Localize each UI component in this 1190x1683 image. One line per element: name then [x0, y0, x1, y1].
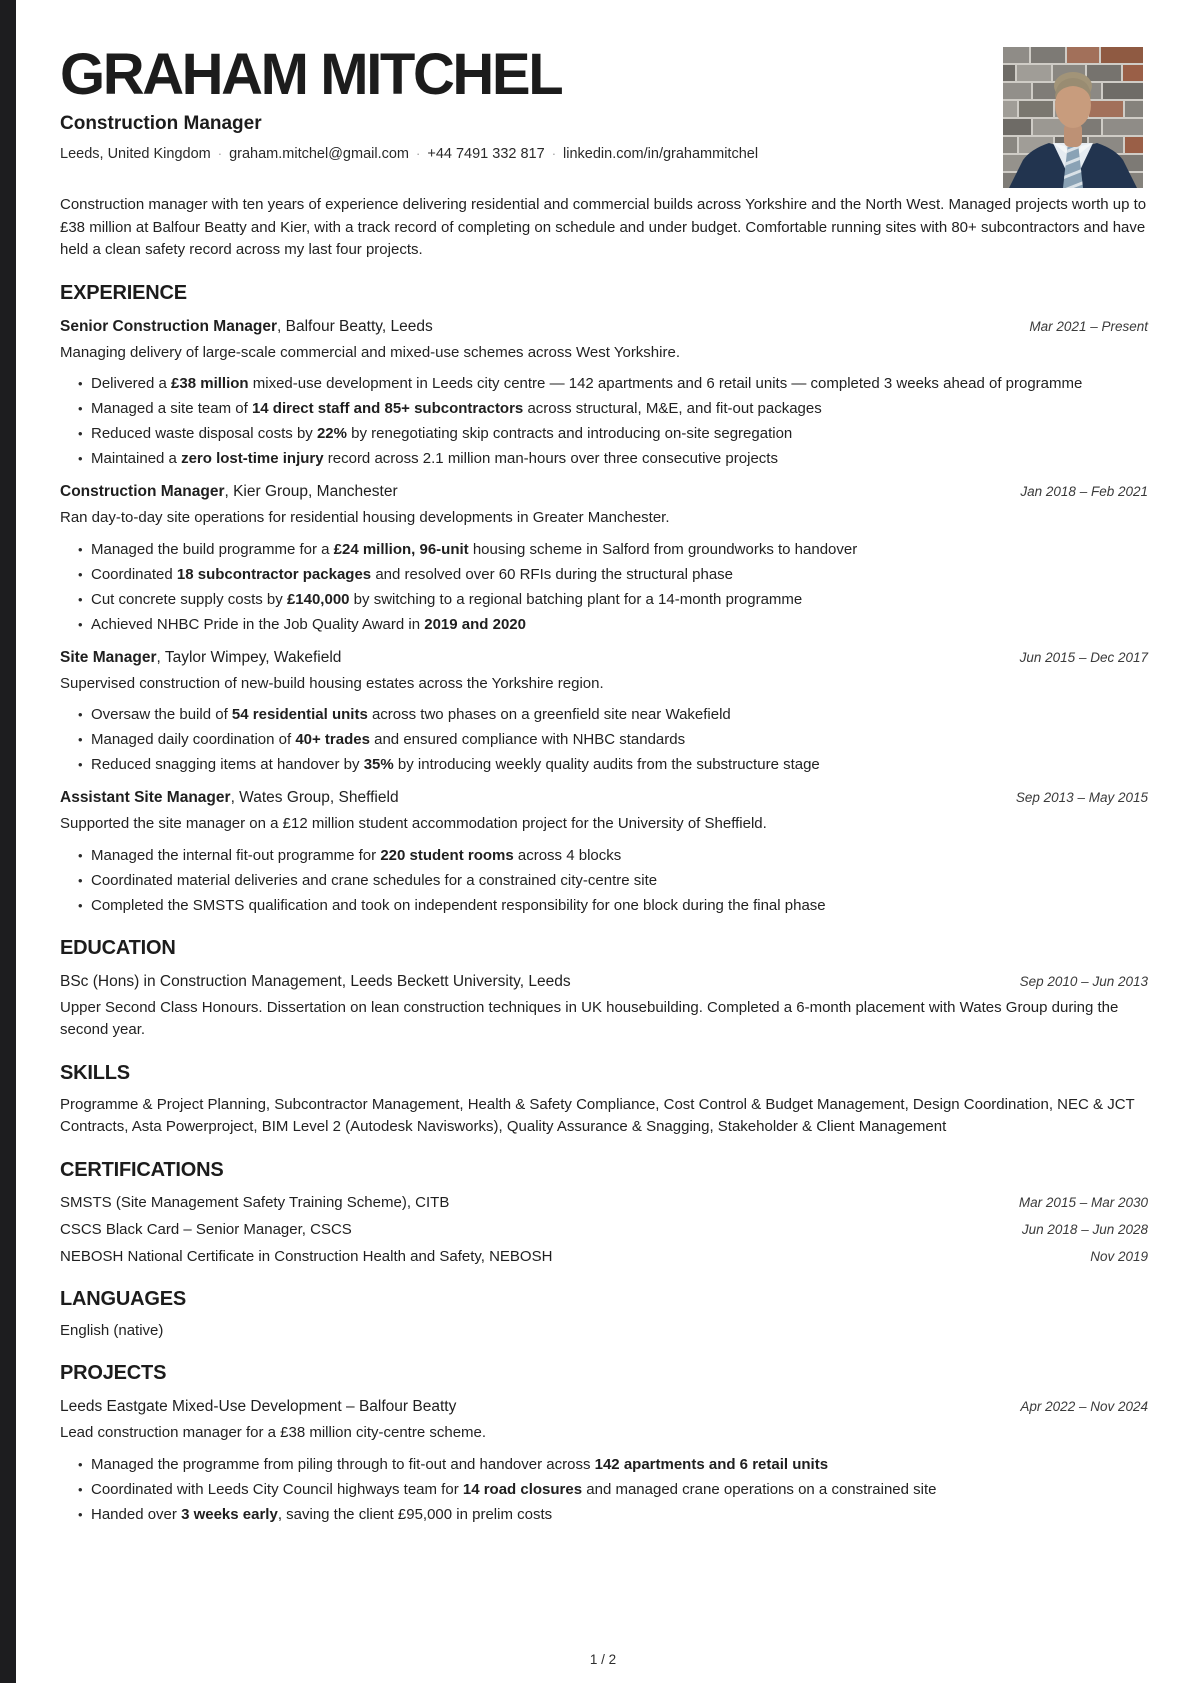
job-bullet: • Oversaw the build of 54 residential units across two phases on a greenfield site near Wakefield	[91, 703, 1148, 726]
job-bullet: • Managed the build programme for a £24 million, 96-unit housing scheme in Salford from groundworks to handover	[91, 538, 1148, 561]
section-heading-education: EDUCATION	[60, 936, 176, 959]
job-description: Ran day-to-day site operations for residential housing developments in Greater Manchester.	[60, 509, 670, 526]
job-role-company: , Wates Group, Sheffield	[230, 789, 399, 806]
contact-line	[60, 146, 1148, 162]
project-name: Leeds Eastgate Mixed-Use Development – Balfour Beatty	[60, 1398, 457, 1415]
job-role	[60, 480, 398, 503]
certification-dates: Nov 2019	[1090, 1248, 1148, 1264]
job-header	[60, 646, 1148, 669]
job-role-company: , Balfour Beatty, Leeds	[277, 317, 433, 335]
job-dates: Sep 2013 – May 2015	[1015, 790, 1148, 805]
section-heading-certifications: CERTIFICATIONS	[60, 1158, 224, 1181]
job-description: Managing delivery of large-scale commercial and mixed-use schemes across West Yorkshire.	[60, 343, 680, 361]
job-role-title: Site Manager	[60, 648, 157, 666]
project-header	[60, 1395, 1148, 1418]
contact-separator-dot: ·	[416, 146, 421, 161]
contact-linkedin: linkedin.com/in/grahammitchel	[563, 146, 759, 162]
candidate-name: GRAHAM MITCHEL	[60, 42, 562, 107]
job-bullet-list	[60, 538, 1148, 636]
profile-photo	[1003, 47, 1143, 188]
job-bullet: • Delivered a £38 million mixed-use development in Leeds city centre — 142 apartments and 6 retail units — completed 3 weeks ahead of programme	[91, 372, 1148, 395]
page-number-indicator: 1 / 2	[589, 1652, 617, 1667]
job-bullet: • Maintained a zero lost-time injury record across 2.1 million man-hours over three consecutive projects	[91, 447, 1148, 470]
job-bullet: • Completed the SMSTS qualification and took on independent responsibility for one block during the final phase	[91, 894, 1148, 917]
project-bullet: • Handed over 3 weeks early, saving the client £95,000 in prelim costs	[91, 1503, 1148, 1526]
certification-dates: Mar 2015 – Mar 2030	[1018, 1194, 1148, 1210]
job-bullet-list	[60, 372, 1148, 470]
job-dates: Jun 2015 – Dec 2017	[1019, 649, 1148, 665]
job-description: Supervised construction of new-build housing estates across the Yorkshire region.	[60, 674, 604, 692]
languages-text: English (native)	[60, 1321, 164, 1339]
experience-entry	[60, 480, 1148, 636]
experience-entry	[60, 786, 1148, 917]
job-role-title: Senior Construction Manager	[60, 317, 278, 335]
summary-paragraph: Construction manager with ten years of experience delivering residential and commercial builds across Yorkshire and the North West. Managed projects worth up to £38 million at Balfour Beatty and Kier, with a track record of completing on schedule and under budget. Comfortable running sites with 80+ subcontractors and have held a clean safety record across my last four projects.	[60, 196, 1147, 258]
contact-separator-dot: ·	[551, 146, 557, 161]
certifications-list	[60, 1191, 1148, 1268]
contact-email: graham.mitchel@gmail.com	[229, 146, 410, 162]
candidate-job-title: Construction Manager	[60, 113, 262, 134]
education-dates: Sep 2010 – Jun 2013	[1019, 973, 1148, 989]
job-header	[60, 480, 1148, 503]
certification-name: CSCS Black Card – Senior Manager, CSCS	[60, 1220, 352, 1238]
job-bullet: • Managed a site team of 14 direct staff and 85+ subcontractors across structural, M&E, and fit-out packages	[91, 397, 1148, 420]
job-dates: Jan 2018 – Feb 2021	[1020, 484, 1148, 499]
section-heading-projects: PROJECTS	[60, 1362, 167, 1384]
project-dates: Apr 2022 – Nov 2024	[1020, 1399, 1148, 1414]
job-role-company: , Kier Group, Manchester	[224, 483, 398, 500]
skills-text: Programme & Project Planning, Subcontractor Management, Health & Safety Compliance, Cost Control & Budget Management, Design Coordination, NEC & JCT Contracts, Asta Powerproject, BIM Level 2 (Autodesk Navisworks), Quality Assurance & Snagging, Stakeholder & Client Management	[60, 1095, 1135, 1135]
job-role-title: Assistant Site Manager	[60, 789, 231, 806]
project-bullet-list	[60, 1453, 1148, 1526]
resume-header	[60, 42, 1148, 162]
job-bullet: • Managed daily coordination of 40+ trades and ensured compliance with NHBC standards	[91, 728, 1148, 751]
contact-separator-dot: ·	[217, 146, 223, 161]
job-bullet: • Achieved NHBC Pride in the Job Quality Award in 2019 and 2020	[91, 613, 1148, 636]
job-bullet: • Coordinated material deliveries and crane schedules for a constrained city-centre site	[91, 869, 1148, 892]
job-bullet: • Reduced waste disposal costs by 22% by renegotiating skip contracts and introducing on-site segregation	[91, 422, 1148, 445]
section-heading-languages: LANGUAGES	[60, 1287, 186, 1310]
experience-entry	[60, 646, 1148, 777]
resume-page	[16, 0, 1190, 1683]
certification-name: SMSTS (Site Management Safety Training Scheme), CITB	[60, 1193, 450, 1211]
job-bullet-list	[60, 844, 1148, 917]
job-dates: Mar 2021 – Present	[1029, 318, 1148, 334]
education-description: Upper Second Class Honours. Dissertation on lean construction techniques in UK housebuilding. Completed a 6-month placement with Wates Group during the second year.	[60, 998, 1119, 1038]
job-role	[60, 646, 341, 669]
certification-row	[60, 1218, 1148, 1241]
section-heading-experience: EXPERIENCE	[60, 281, 187, 304]
job-header	[60, 786, 1148, 809]
project-bullet: • Managed the programme from piling through to fit-out and handover across 142 apartments and 6 retail units	[91, 1453, 1148, 1476]
job-bullet: • Coordinated 18 subcontractor packages and resolved over 60 RFIs during the structural phase	[91, 563, 1148, 586]
certification-dates: Jun 2018 – Jun 2028	[1021, 1221, 1148, 1237]
job-role	[60, 786, 399, 809]
education-header	[60, 970, 1148, 993]
project-entry	[60, 1395, 1148, 1526]
job-bullet-list	[60, 703, 1148, 776]
job-description: Supported the site manager on a £12 million student accommodation project for the University of Sheffield.	[60, 815, 767, 832]
job-role-title: Construction Manager	[60, 483, 225, 500]
job-bullet: • Managed the internal fit-out programme for 220 student rooms across 4 blocks	[91, 844, 1148, 867]
job-header	[60, 315, 1148, 338]
job-role-company: , Taylor Wimpey, Wakefield	[156, 648, 342, 666]
contact-location: Leeds, United Kingdom	[60, 146, 211, 162]
contact-phone: +44 7491 332 817	[427, 146, 545, 162]
certification-row	[60, 1245, 1148, 1268]
experience-entry	[60, 315, 1148, 471]
job-role	[60, 315, 433, 338]
certification-row	[60, 1191, 1148, 1214]
education-degree: BSc (Hons) in Construction Management, Leeds Beckett University, Leeds	[60, 972, 571, 990]
job-bullet: • Cut concrete supply costs by £140,000 by switching to a regional batching plant for a 14-month programme	[91, 588, 1148, 611]
certification-name: NEBOSH National Certificate in Construction Health and Safety, NEBOSH	[60, 1247, 553, 1265]
section-heading-skills: SKILLS	[60, 1061, 130, 1084]
education-entry	[60, 970, 1148, 1042]
job-bullet: • Reduced snagging items at handover by 35% by introducing weekly quality audits from the substructure stage	[91, 753, 1148, 776]
viewer-side-strip	[0, 0, 16, 1683]
project-description: Lead construction manager for a £38 million city-centre scheme.	[60, 1424, 487, 1441]
project-bullet: • Coordinated with Leeds City Council highways team for 14 road closures and managed crane operations on a constrained site	[91, 1478, 1148, 1501]
